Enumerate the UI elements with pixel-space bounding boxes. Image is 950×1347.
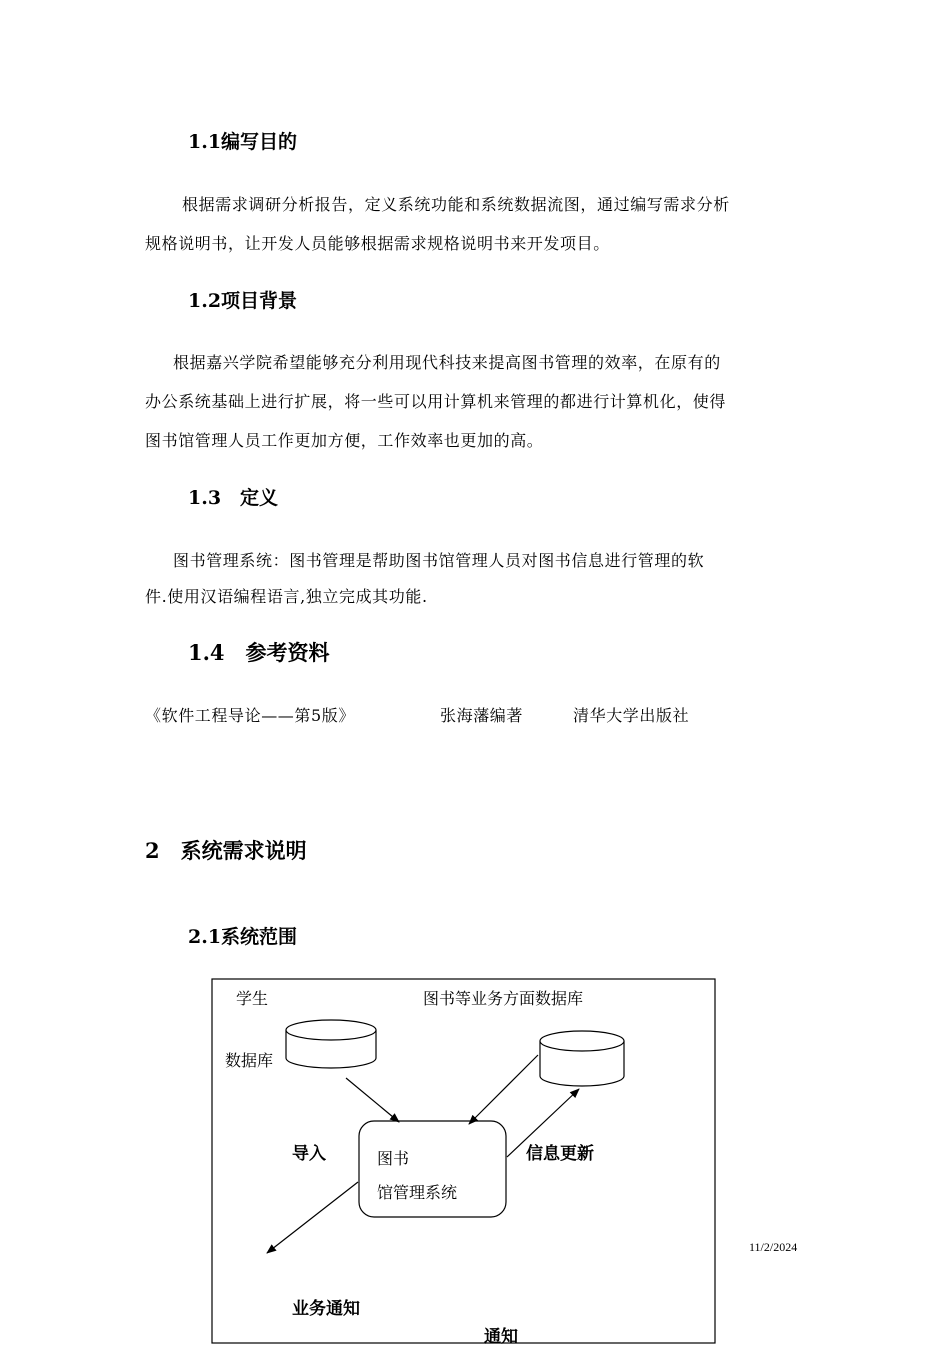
heading-1-3: 1.3 定义 xyxy=(188,487,279,509)
reference-author: 张海藩编著 xyxy=(440,706,524,725)
system-box-line-2: 馆管理系统 xyxy=(377,1183,458,1202)
database-cylinder-right xyxy=(540,1031,624,1086)
arrow-right-db-to-system xyxy=(469,1055,538,1124)
arrow-left-db-to-system xyxy=(346,1078,399,1122)
label-info-update: 信息更新 xyxy=(526,1144,594,1164)
system-box-line-1: 图书 xyxy=(377,1149,410,1168)
label-business-database: 图书等业务方面数据库 xyxy=(423,989,584,1008)
paragraph-1-2-line-2: 办公系统基础上进行扩展，将一些可以用计算机来管理的都进行计算机化，使得 xyxy=(145,392,727,411)
heading-1-2: 1.2项目背景 xyxy=(188,290,298,312)
label-import: 导入 xyxy=(292,1144,326,1164)
heading-2-1: 2.1系统范围 xyxy=(188,926,298,948)
paragraph-1-3-line-1: 图书管理系统：图书管理是帮助图书馆管理人员对图书信息进行管理的软 xyxy=(173,551,705,570)
arrow-system-to-notice xyxy=(267,1182,358,1253)
label-business-notice: 业务通知 xyxy=(292,1299,360,1319)
paragraph-1-1-line-1: 根据需求调研分析报告，定义系统功能和系统数据流图，通过编写需求分析 xyxy=(182,195,730,214)
heading-1-4: 1.4 参考资料 xyxy=(188,640,330,665)
heading-1-1: 1.1编写目的 xyxy=(188,131,298,153)
paragraph-1-2-line-3: 图书馆管理人员工作更加方便，工作效率也更加的高。 xyxy=(145,431,544,450)
label-student: 学生 xyxy=(236,989,269,1008)
label-notice: 通知 xyxy=(484,1327,518,1347)
label-database: 数据库 xyxy=(225,1051,274,1070)
reference-publisher: 清华大学出版社 xyxy=(573,706,690,725)
paragraph-1-1-line-2: 规格说明书，让开发人员能够根据需求规格说明书来开发项目。 xyxy=(145,234,610,253)
heading-2: 2 系统需求说明 xyxy=(145,838,307,863)
database-cylinder-left xyxy=(286,1020,376,1068)
paragraph-1-3-line-2: 件.使用汉语编程语言,独立完成其功能. xyxy=(145,587,428,606)
reference-title: 《软件工程导论——第5版》 xyxy=(145,706,355,725)
page-date: 11/2/2024 xyxy=(749,1240,798,1254)
paragraph-1-2-line-1: 根据嘉兴学院希望能够充分利用现代科技来提高图书管理的效率，在原有的 xyxy=(173,353,721,372)
